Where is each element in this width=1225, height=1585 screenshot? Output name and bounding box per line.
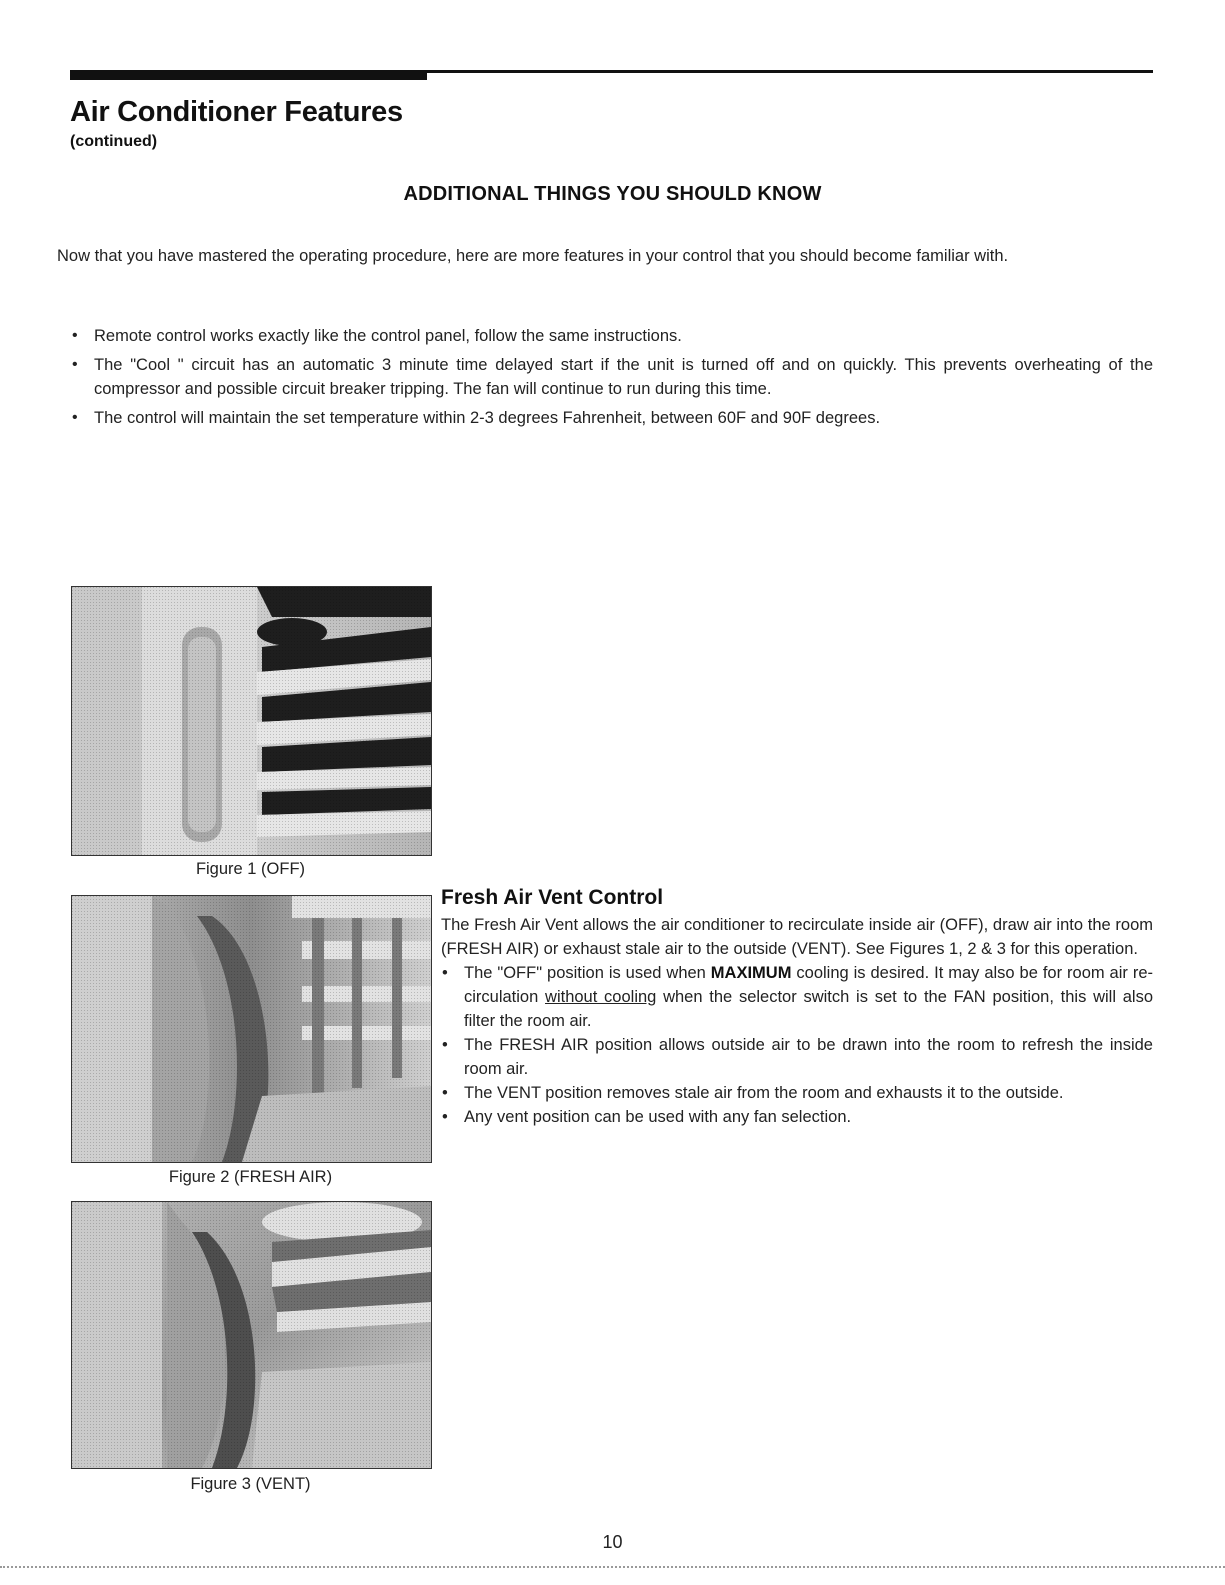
header-rule-thin bbox=[427, 70, 1153, 73]
figure-2-caption: Figure 2 (FRESH AIR) bbox=[168, 1168, 333, 1186]
figure-2-image bbox=[71, 895, 432, 1163]
fresh-air-title: Fresh Air Vent Control bbox=[441, 886, 664, 909]
fresh-air-description: The Fresh Air Vent allows the air conditioner to recirculate inside air (OFF), draw air into the room (FRESH AIR) or exhaust stale air to the outside (VENT). See Figures 1, 2 & 3 for this operation. bbox=[441, 916, 1153, 958]
bullet-text: cooling is desired. It may also be for room air re-circulation bbox=[464, 964, 1153, 1006]
intro-paragraph: Now that you have mastered the operating procedure, here are more features in your control that you should become familiar with. bbox=[57, 247, 1009, 265]
list-item: • The "Cool " circuit has an automatic 3 minute time delayed start if the unit is turned off and on quickly. This prevents overheating of the compressor and possible circuit breaker tripping. The fan will continue to run during this time. bbox=[57, 353, 1153, 401]
list-item: • The control will maintain the set temperature within 2-3 degrees Fahrenheit, between 60F and 90F degrees. bbox=[57, 406, 1153, 430]
page-subtitle: (continued) bbox=[70, 133, 158, 150]
list-item: • The FRESH AIR position allows outside air to be drawn into the room to refresh the inside room air. bbox=[441, 1033, 1153, 1081]
fresh-air-section bbox=[441, 885, 1153, 1129]
figure-3-image bbox=[71, 1201, 432, 1469]
fresh-air-list bbox=[441, 961, 1153, 1129]
list-item: • The VENT position removes stale air from the room and exhausts it to the outside. bbox=[441, 1081, 1153, 1105]
figure-1-image bbox=[71, 586, 432, 856]
list-item: • Remote control works exactly like the control panel, follow the same instructions. bbox=[57, 324, 1153, 348]
bottom-divider bbox=[0, 1566, 1225, 1568]
figure-1-caption: Figure 1 (OFF) bbox=[195, 860, 306, 878]
page-number: 10 bbox=[602, 1532, 623, 1552]
bullet-text: The "OFF" position is used when bbox=[464, 964, 711, 982]
figure-3-caption: Figure 3 (VENT) bbox=[190, 1475, 311, 1493]
bullet-underlined-text: without cooling bbox=[545, 988, 657, 1006]
header-rule-thick bbox=[70, 70, 427, 80]
page-title: Air Conditioner Features bbox=[70, 96, 403, 128]
list-item: • Any vent position can be used with any fan selection. bbox=[441, 1105, 1153, 1129]
additional-things-list bbox=[57, 324, 1153, 435]
bullet-text: when the selector switch is set to the FAN position, this will also filter the room air. bbox=[464, 988, 1153, 1030]
list-item bbox=[441, 961, 1153, 1033]
bullet-bold-text: MAXIMUM bbox=[710, 964, 792, 982]
section-heading: ADDITIONAL THINGS YOU SHOULD KNOW bbox=[403, 183, 822, 205]
